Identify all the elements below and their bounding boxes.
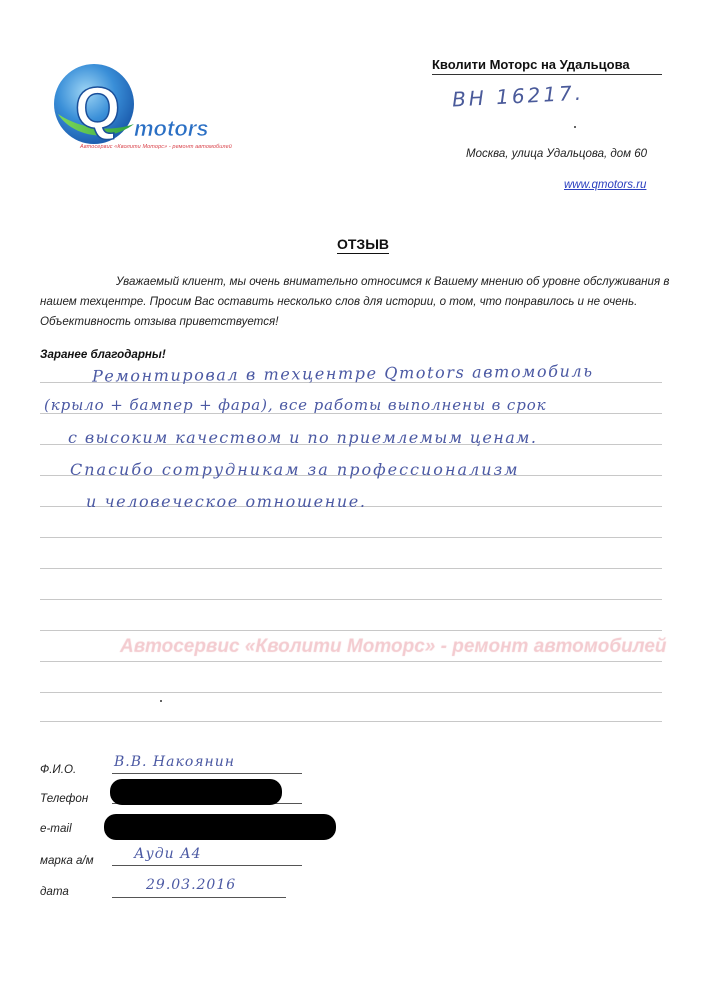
car-line xyxy=(112,865,302,866)
rule-line xyxy=(40,661,662,662)
qmotors-logo xyxy=(52,58,252,168)
review-line: Ремонтировал в техцентре Qmotors автомобиль xyxy=(91,361,594,386)
document-title xyxy=(0,236,726,252)
date-value: 29.03.2016 xyxy=(146,877,237,893)
car-value: Ауди А4 xyxy=(134,846,202,862)
review-line: с высоким качеством и по приемлемым ценам. xyxy=(68,428,538,447)
intro-paragraph: Уважаемый клиент, мы очень внимательно относимся к Вашему мнению об уровне обслуживания в нашем техцентре. Просим Вас оставить несколько слов для истории, о том, что понравилось и не очень. Объективность отзыва приветствуется! xyxy=(40,275,670,328)
rule-line xyxy=(40,568,662,569)
review-line: Спасибо сотрудникам за профессионализм xyxy=(70,460,520,479)
ink-dot xyxy=(574,126,576,128)
ink-dot xyxy=(160,700,162,702)
fio-line xyxy=(112,773,302,774)
review-line: (крыло + бампер + фара), все работы выполнены в срок xyxy=(44,396,547,414)
rule-line xyxy=(40,692,662,693)
rule-line xyxy=(40,537,662,538)
company-name: Кволити Моторс на Удальцова xyxy=(432,57,662,75)
phone-redaction xyxy=(110,779,282,805)
ruled-lines xyxy=(40,372,667,722)
logo-tagline: Автосервис «Кволити Моторс» - ремонт автомобилей xyxy=(80,144,232,150)
handwritten-reg-number: ВН 16217. xyxy=(451,80,585,112)
email-label: e-mail xyxy=(40,822,72,835)
email-redaction xyxy=(104,814,336,840)
fio-label: Ф.И.О. xyxy=(40,763,77,776)
fio-value: В.В. Накоянин xyxy=(114,754,236,770)
company-address: Москва, улица Удальцова, дом 60 xyxy=(466,148,647,160)
phone-label: Телефон xyxy=(40,792,89,805)
thanks-line: Заранее благодарны! xyxy=(40,348,166,361)
car-label: марка а/м xyxy=(40,854,94,867)
rule-line xyxy=(40,630,662,631)
title-text: ОТЗЫВ xyxy=(336,236,390,252)
rule-line xyxy=(40,599,662,600)
logo-word: motors xyxy=(134,116,209,141)
logo-q-letter: Q xyxy=(75,76,121,141)
website-link[interactable]: www.qmotors.ru xyxy=(564,179,647,191)
watermark-text: Автосервис «Кволити Моторс» - ремонт автомобилей xyxy=(120,636,667,657)
review-line: и человеческое отношение. xyxy=(86,492,367,511)
date-line xyxy=(112,897,286,898)
rule-line xyxy=(40,721,662,722)
date-label: дата xyxy=(40,885,69,898)
